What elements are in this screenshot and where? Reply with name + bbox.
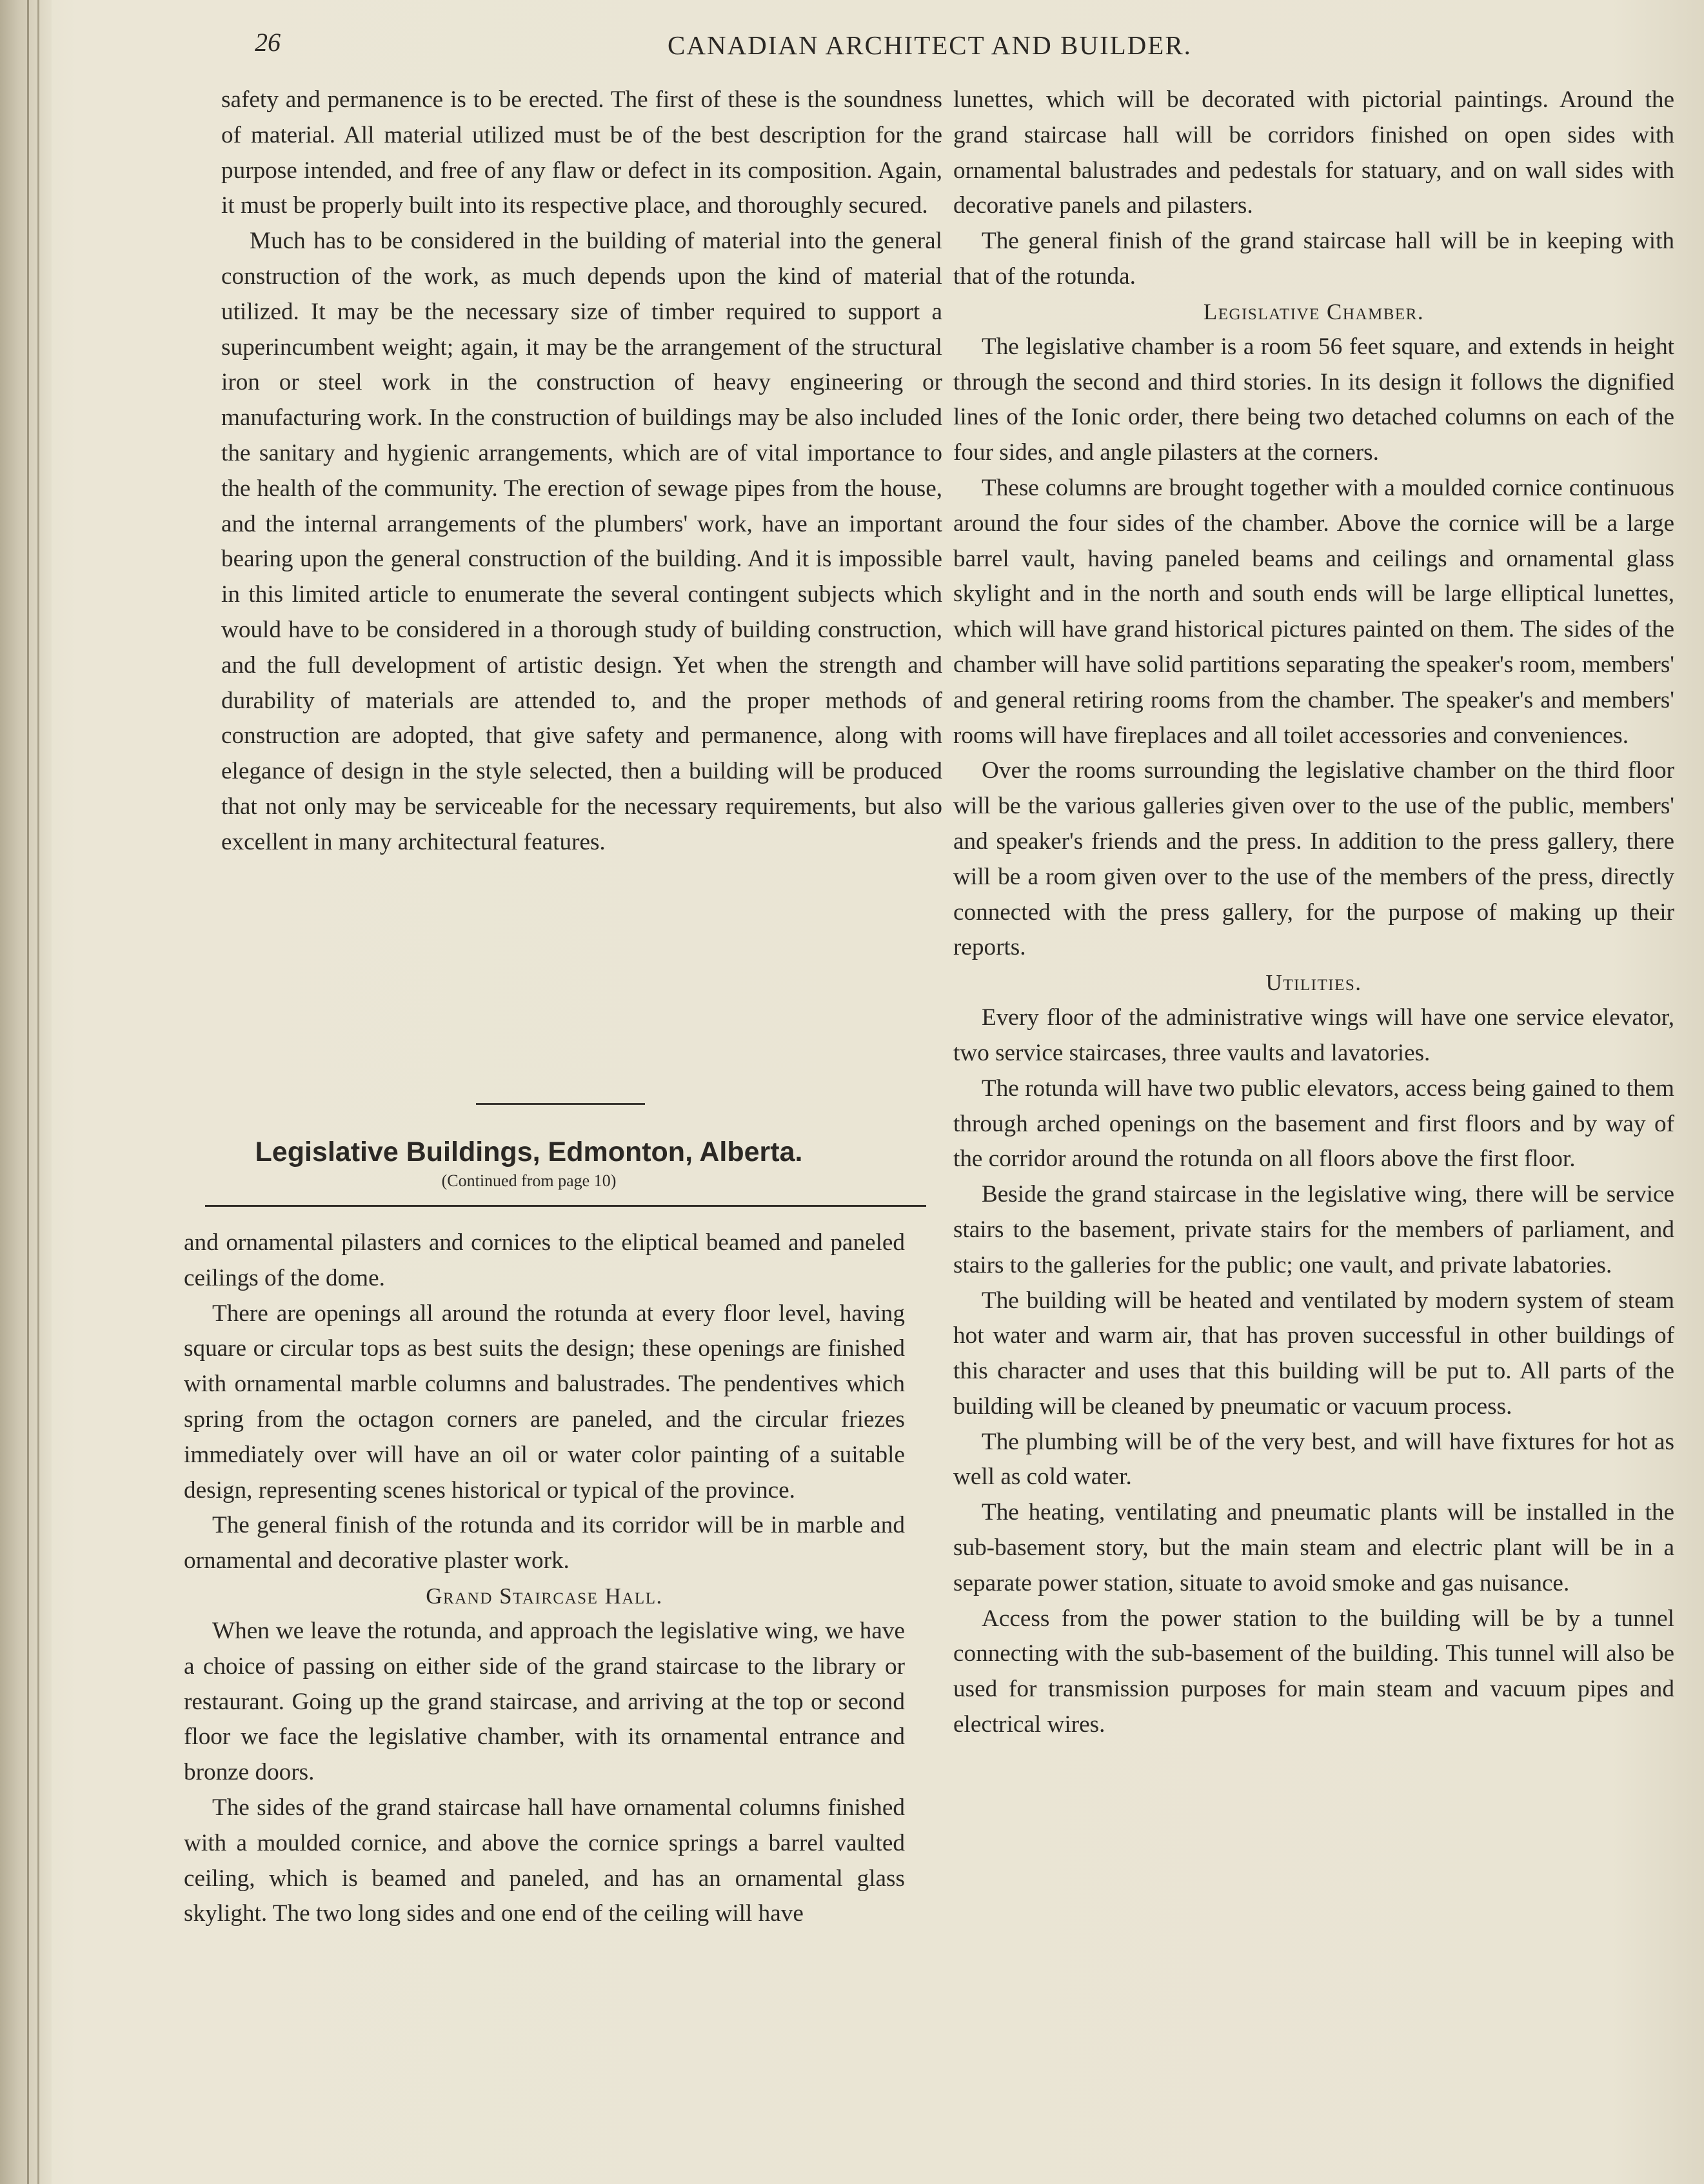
page-header: [255, 27, 1680, 66]
section-heading-grand-staircase: Grand Staircase Hall.: [426, 1583, 663, 1609]
paragraph: Over the rooms surrounding the legislative chamber on the third floor will be the various galleries given over to the use of the public, members' and speaker's friends and the press. In addition to the press gallery, there will be a room given over to the use of the members of the press, directly connected with the press gallery, for the purpose of making up their reports.: [953, 757, 1674, 961]
paragraph: The general finish of the rotunda and its corridor will be in marble and ornamental and decorative plaster work.: [184, 1512, 905, 1574]
right-column: [953, 83, 1674, 1743]
continued-note: (Continued from page 10): [441, 1171, 617, 1190]
page-number: 26: [255, 28, 281, 57]
paragraph: The sides of the grand staircase hall have ornamental columns finished with a moulded cornice, and above the cornice springs a barrel vaulted ceiling, which is beamed and paneled, and has an ornamental glass skylight. The two long sides and one end of the ceiling will have: [184, 1794, 905, 1927]
paragraph: The general finish of the grand staircase hall will be in keeping with that of the rotunda.: [953, 228, 1674, 290]
page-binding-edge: [0, 0, 52, 2184]
section-divider: [476, 1103, 645, 1105]
paragraph: There are openings all around the rotunda at every floor level, having square or circular tops as best suits the design; these openings are finished with ornamental marble columns and balustrades. The pendentives which spring from the octagon corners are paneled, and the circular friezes immediately over will have an oil or water color painting of a suitable design, representing scenes historical or typical of the province.: [184, 1300, 905, 1504]
paragraph: and ornamental pilasters and cornices to the eliptical beamed and paneled ceilings of the dome.: [184, 1229, 905, 1291]
paragraph: These columns are brought together with a moulded cornice continuous around the four sides of the chamber. Above the cornice will be a large barrel vault, having paneled beams and ceilings and ornamental glass skylight and in the north and south ends will be large elliptical lunettes, which will have grand historical pictures painted on them. The sides of the chamber will have solid partitions separating the speaker's room, members' and general retiring rooms from the chamber. The speaker's and members' rooms will have fireplaces and all toilet accessories and conveniences.: [953, 474, 1674, 749]
paragraph: When we leave the rotunda, and approach the legislative wing, we have a choice of passing on either side of the grand staircase to the library or restaurant. Going up the grand staircase, and arriving at the top or second floor we face the legislative chamber, with its ornamental entrance and bronze doors.: [184, 1617, 905, 1786]
paragraph: The rotunda will have two public elevators, access being gained to them through arched openings on the basement and first floors and by way of the corridor around the rotunda on all floors above the first floor.: [953, 1075, 1674, 1173]
paragraph: Much has to be considered in the building of material into the general construction of the work, as much depends upon the kind of material utilized. It may be the necessary size of timber required to support a superincumbent weight; again, it may be the arrangement of the structural iron or steel work in the construction of heavy engineering or manufacturing work. In the construction of buildings may be also included the sanitary and hygienic arrangements, which are of vital importance to the health of the community. The erection of sewage pipes from the house, and the internal arrangements of the plumbers' work, have an important bearing upon the general construction of the building. And it is impossible in this limited article to enumerate the several contingent subjects which would have to be considered in a thorough study of building construction, and the full development of artistic design. Yet when the strength and durability of materials are attended to, and the proper methods of construction are adopted, that give safety and permanence, along with elegance of design in the style selected, then a building will be produced that not only may be serviceable for the necessary requirements, but also excellent in many architectural features.: [221, 228, 942, 855]
paragraph: Access from the power station to the building will be by a tunnel connecting with the sub-basement of the building. This tunnel will also be used for transmission purposes for main steam and vacuum pipes and electrical wires.: [953, 1605, 1674, 1738]
left-column-bottom: [184, 1226, 905, 1932]
paragraph: safety and permanence is to be erected. The first of these is the soundness of material. All material utilized must be of the best description for the purpose intended, and free of any flaw or defect in its composition. Again, it must be properly built into its respective place, and thoroughly secured.: [221, 86, 942, 219]
binding-line: [37, 0, 39, 2184]
section-heading-utilities: Utilities.: [1265, 970, 1362, 996]
running-head: CANADIAN ARCHITECT AND BUILDER.: [668, 30, 1192, 60]
title-rule: [205, 1205, 926, 1207]
paragraph: lunettes, which will be decorated with pictorial paintings. Around the grand staircase hall will be corridors finished on open sides with ornamental balustrades and pedestals for statuary, and on wall sides with decorative panels and pilasters.: [953, 86, 1674, 219]
article-title: Legislative Buildings, Edmonton, Alberta.: [255, 1137, 803, 1167]
section-heading-legislative-chamber: Legislative Chamber.: [1203, 299, 1425, 324]
paragraph: The plumbing will be of the very best, and will have fixtures for hot as well as cold water.: [953, 1428, 1674, 1491]
binding-line: [27, 0, 29, 2184]
paragraph: The heating, ventilating and pneumatic plants will be installed in the sub-basement story, but the main steam and electric plant will be in a separate power station, situate to avoid smoke and gas nuisance.: [953, 1499, 1674, 1596]
paragraph: The legislative chamber is a room 56 feet square, and extends in height through the second and third stories. In its design it follows the dignified lines of the Ionic order, there being two detached columns on each of the four sides, and angle pilasters at the corners.: [953, 333, 1674, 466]
paragraph: Beside the grand staircase in the legislative wing, there will be service stairs to the basement, private stairs for the members of parliament, and stairs to the galleries for the public; one vault, and private labatories.: [953, 1181, 1674, 1278]
paragraph: The building will be heated and ventilated by modern system of steam hot water and warm air, that has proven successful in other buildings of this character and uses that this building will be put to. All parts of the building will be cleaned by pneumatic or vacuum process.: [953, 1287, 1674, 1420]
left-column-top: [221, 83, 942, 860]
paragraph: Every floor of the administrative wings will have one service elevator, two service staircases, three vaults and lavatories.: [953, 1004, 1674, 1066]
